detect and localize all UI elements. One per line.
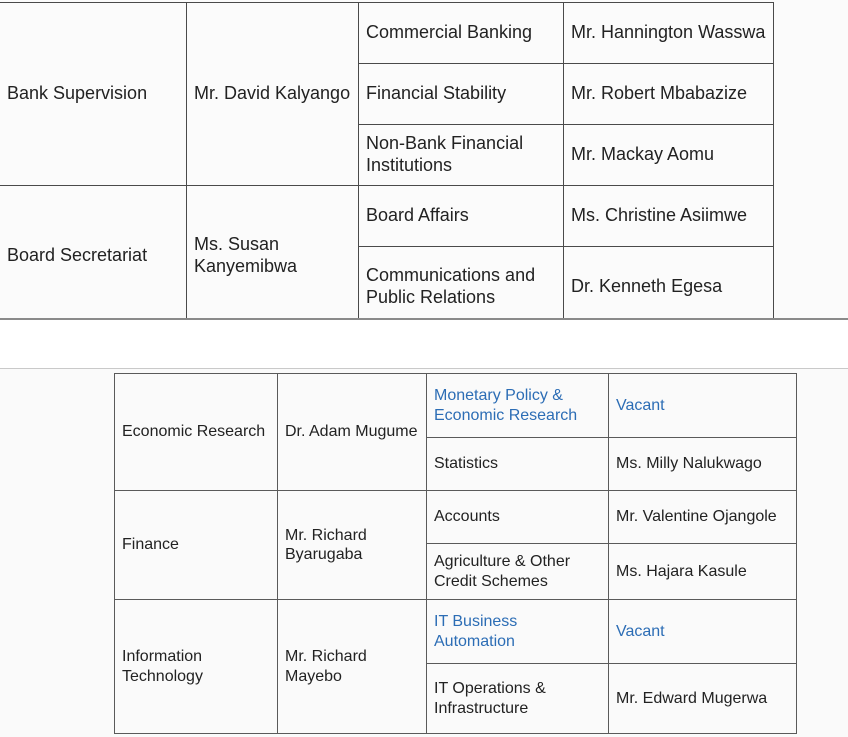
unit-head-cell: Vacant [609,374,797,438]
page-gap [0,318,848,370]
department-cell: Board Secretariat [0,186,187,319]
director-cell: Mr. Richard Byarugaba [278,491,427,600]
department-cell: Economic Research [115,374,278,491]
unit-cell: Commercial Banking [359,3,564,64]
unit-head-cell: Ms. Christine Asiimwe [564,186,774,247]
unit-cell: Board Affairs [359,186,564,247]
unit-cell: Agriculture & Other Credit Schemes [427,544,609,600]
unit-head-cell: Mr. Edward Mugerwa [609,664,797,734]
table-clip-top [0,0,848,318]
director-cell: Mr. David Kalyango [187,3,359,186]
unit-cell: Monetary Policy & Economic Research [427,374,609,438]
table-row [115,491,797,544]
director-cell: Dr. Adam Mugume [278,374,427,491]
table-row [115,600,797,664]
departments-table-bottom [114,373,797,734]
director-cell: Ms. Susan Kanyemibwa [187,186,359,319]
table-clip-bottom [0,368,848,737]
department-cell: Bank Supervision [0,3,187,186]
department-cell: Finance [115,491,278,600]
unit-head-cell: Mr. Mackay Aomu [564,125,774,186]
unit-cell: Accounts [427,491,609,544]
unit-cell: Statistics [427,438,609,491]
unit-head-cell: Ms. Milly Nalukwago [609,438,797,491]
unit-head-cell: Mr. Hannington Wasswa [564,3,774,64]
unit-cell: IT Business Automation [427,600,609,664]
unit-cell: Non-Bank Financial Institutions [359,125,564,186]
unit-head-cell: Mr. Valentine Ojangole [609,491,797,544]
unit-head-cell: Vacant [609,600,797,664]
director-cell: Mr. Richard Mayebo [278,600,427,734]
department-cell: Information Technology [115,600,278,734]
unit-cell: Financial Stability [359,64,564,125]
table-row [115,374,797,438]
unit-head-cell: Dr. Kenneth Egesa [564,247,774,319]
table-row [0,186,774,247]
unit-head-cell: Mr. Robert Mbabazize [564,64,774,125]
unit-cell: Communications and Public Relations [359,247,564,319]
departments-table-top [0,2,774,318]
unit-head-cell: Ms. Hajara Kasule [609,544,797,600]
unit-cell: IT Operations & Infrastructure [427,664,609,734]
table-row [0,3,774,64]
